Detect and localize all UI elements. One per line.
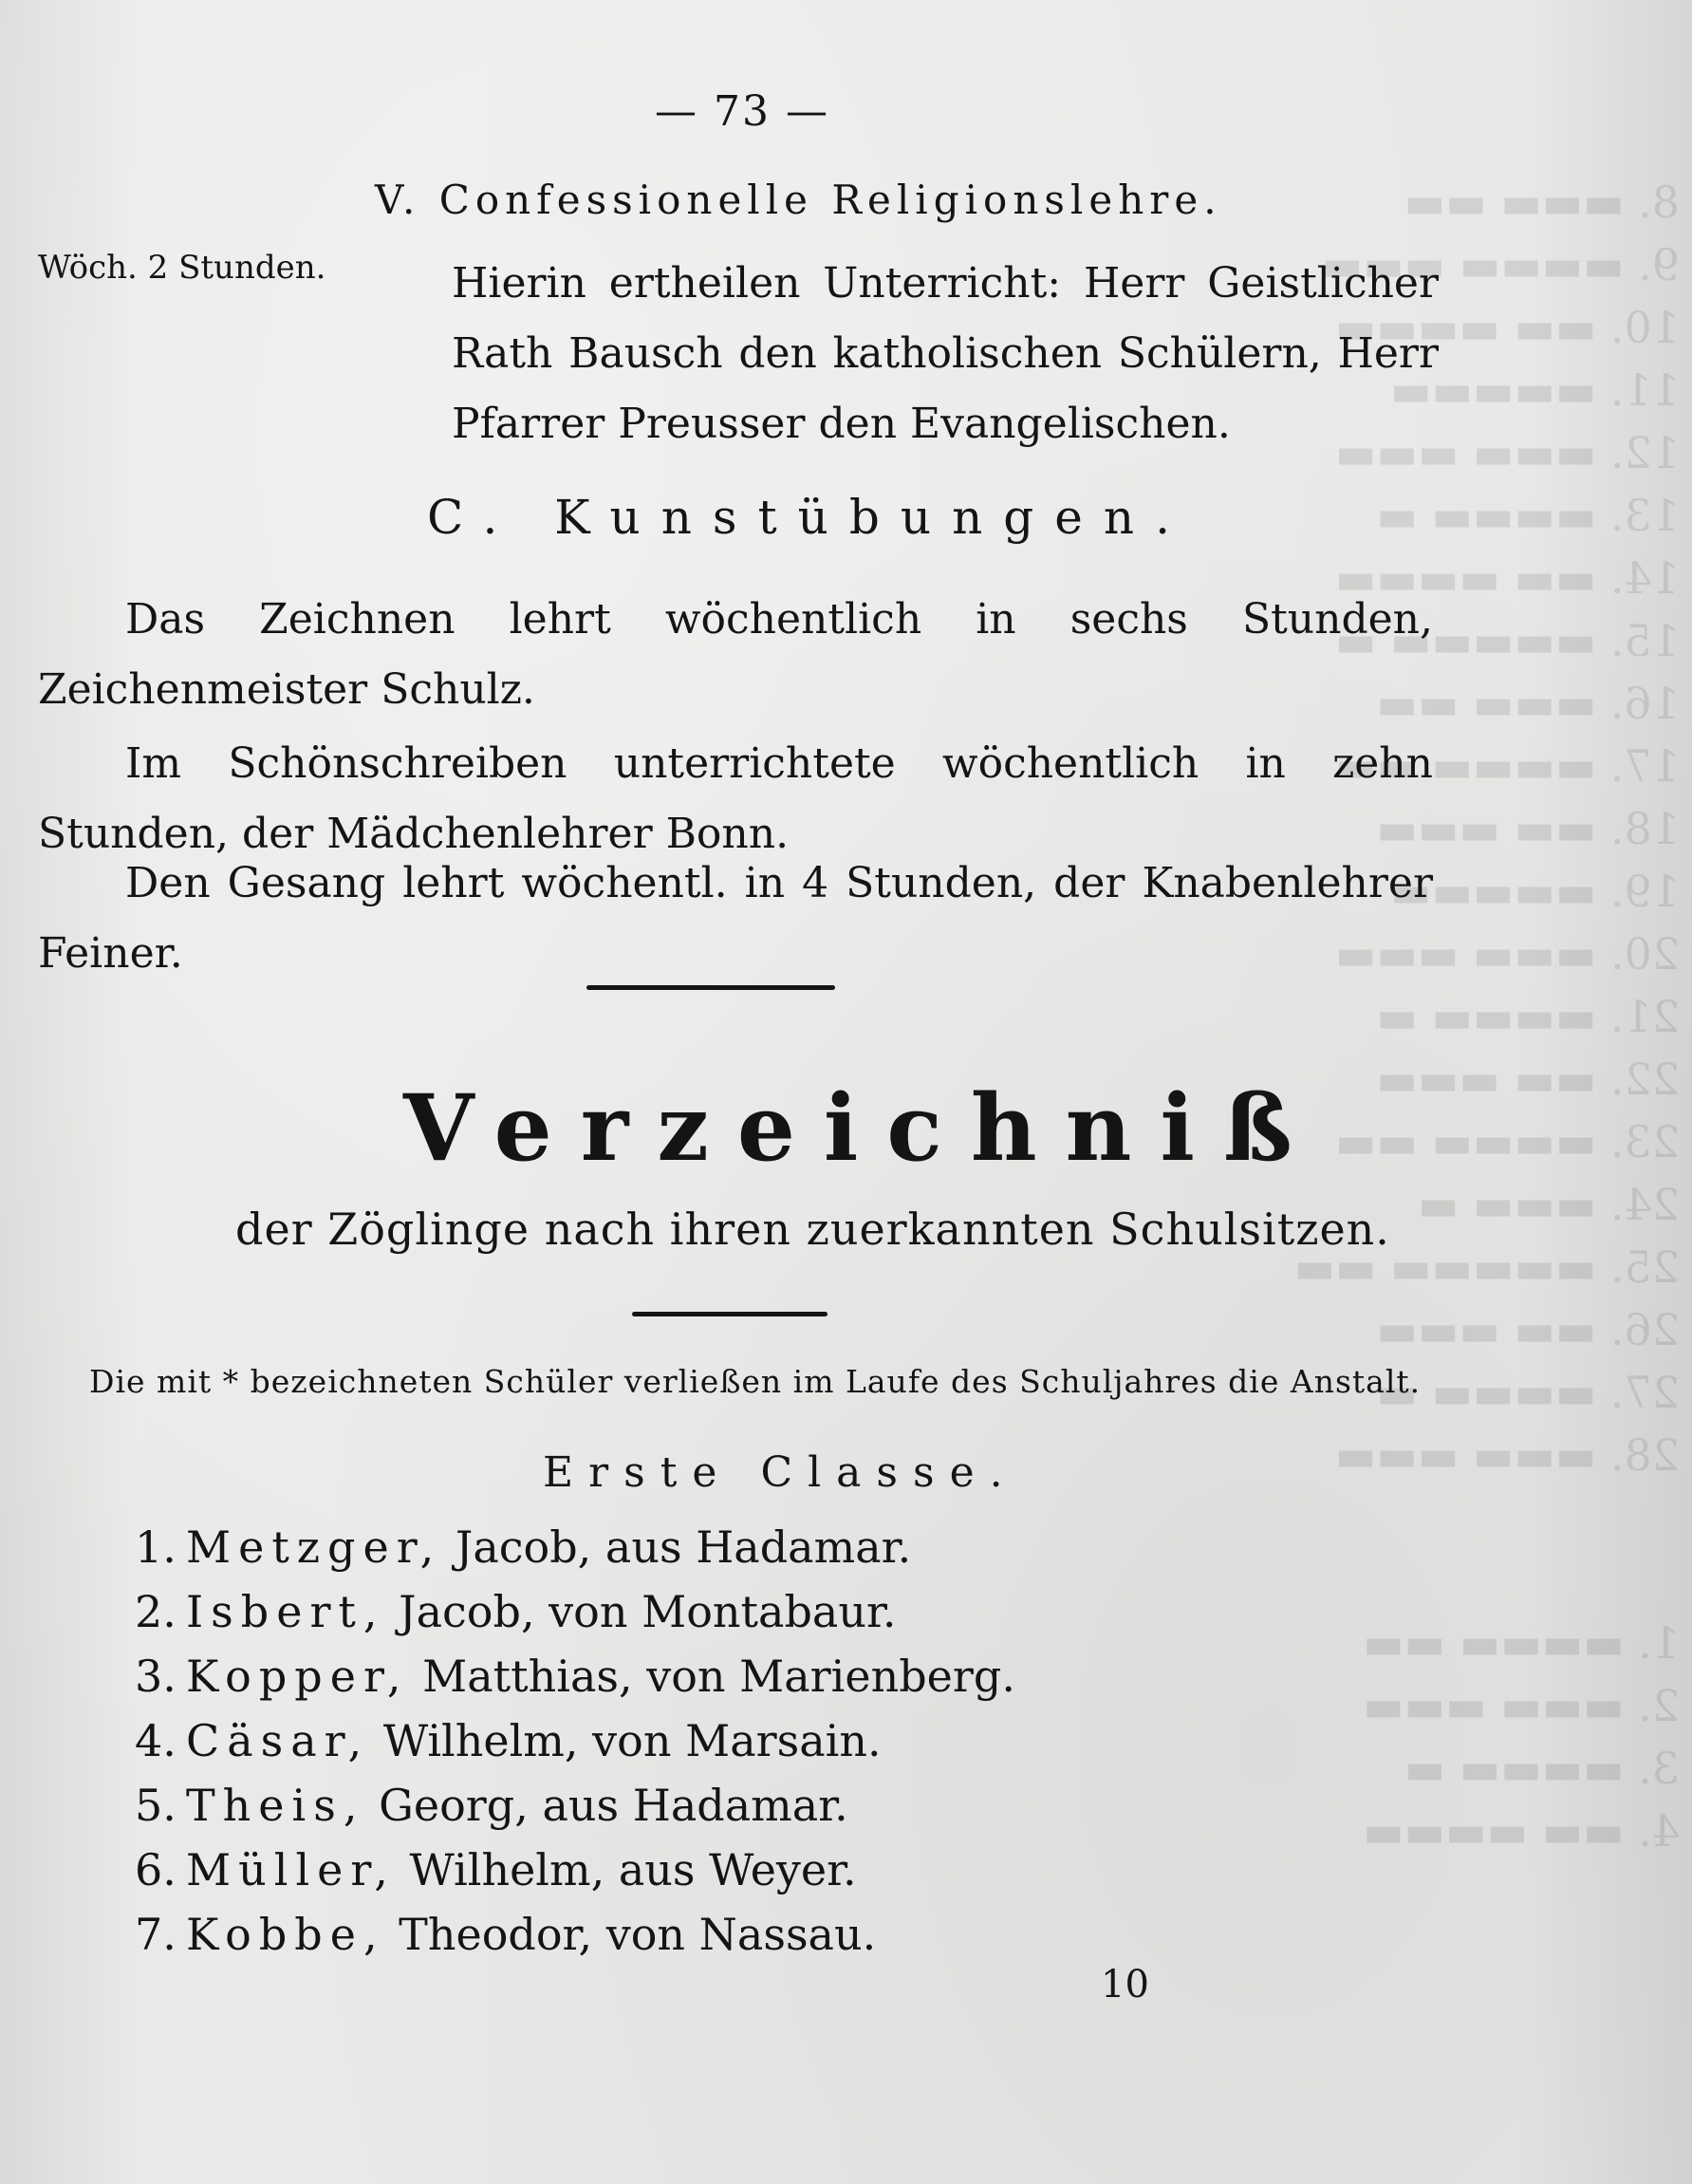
section-heading: V. Confessionelle Religionslehre.: [375, 177, 1222, 223]
departure-note: Die mit * bezeichneten Schüler verließen im Laufe des Schuljahres die Anstalt.: [89, 1363, 1422, 1400]
divider-rule-short: [632, 1312, 827, 1316]
arts-heading: C. Kunstübungen.: [427, 490, 1191, 545]
show-through-texture: 8. ▬▬▬ ▬▬ 9. ▬▬▬▬ ▬▬▬ 10. ▬▬ ▬▬▬▬ 11. ▬▬▬▬▬ 12. ▬▬▬ ▬▬▬ 13. ▬▬▬▬ ▬ 14. ▬▬ ▬▬▬▬ 15. ▬▬▬▬▬ ▬ 16. ▬▬▬ ▬▬ 17. ▬▬▬▬ ▬▬ 18. ▬▬ ▬▬▬ 19. ▬▬▬▬▬ 20. ▬▬▬ ▬▬▬ 21. ▬▬▬▬ ▬ 22. ▬▬ ▬▬▬ 23. ▬▬▬▬ ▬▬ 24. ▬▬▬ ▬ 25. ▬▬▬▬▬ ▬▬ 26. ▬▬ ▬▬▬ 27. ▬▬▬▬ ▬ 28. ▬▬▬ ▬▬▬ 1. ▬▬▬▬ ▬▬ 2. ▬▬▬ ▬▬▬ 3. ▬▬▬▬ ▬ 4. ▬▬ ▬▬▬▬: [1293, 177, 1680, 1857]
page-number: — 73 —: [655, 87, 829, 136]
student-details: Theodor, von Nassau.: [384, 1909, 877, 1960]
student-number: 6.: [135, 1844, 177, 1895]
drawing-paragraph: Das Zeichnen lehrt wöchentlich in sechs Stunden, Zeichenmeister Schulz.: [38, 595, 1433, 714]
register-subtitle: der Zöglinge nach ihren zuerkannten Schulsitzen.: [235, 1204, 1390, 1255]
list-item: [135, 1773, 1015, 1838]
student-details: Matthias, von Marienberg.: [408, 1651, 1015, 1702]
student-surname: Theis,: [186, 1780, 365, 1831]
list-item: [135, 1515, 1015, 1579]
list-item: [135, 1579, 1015, 1644]
margin-note: Wöch. 2 Stunden.: [38, 249, 326, 287]
list-item: [135, 1838, 1015, 1902]
list-item: [135, 1902, 1015, 1967]
student-list: [135, 1515, 1015, 1967]
list-item: [135, 1708, 1015, 1773]
divider-rule: [586, 985, 835, 990]
student-surname: Kobbe,: [186, 1909, 385, 1960]
signature-mark: 10: [1101, 1963, 1149, 2007]
student-number: 3.: [135, 1651, 177, 1702]
student-details: Jacob, aus Hadamar.: [441, 1521, 912, 1573]
student-details: Georg, aus Hadamar.: [364, 1780, 848, 1831]
register-title: Verzeichniß: [403, 1074, 1321, 1182]
student-surname: Cäsar,: [186, 1715, 370, 1766]
student-number: 1.: [135, 1521, 177, 1573]
class-heading: Erste Classe.: [543, 1448, 1018, 1497]
student-number: 4.: [135, 1715, 177, 1766]
student-surname: Metzger,: [186, 1521, 442, 1573]
student-details: Wilhelm, aus Weyer.: [395, 1844, 857, 1895]
calligraphy-paragraph: Im Schönschreiben unterrichtete wöchentlich in zehn Stunden, der Mädchenlehrer Bonn.: [38, 739, 1433, 858]
student-number: 7.: [135, 1909, 177, 1960]
student-surname: Müller,: [186, 1844, 396, 1895]
list-item: [135, 1644, 1015, 1708]
student-details: Jacob, von Montabaur.: [384, 1586, 897, 1637]
student-details: Wilhelm, von Marsain.: [369, 1715, 882, 1766]
student-surname: Kopper,: [186, 1651, 409, 1702]
singing-paragraph: Den Gesang lehrt wöchentl. in 4 Stunden, der Knabenlehrer Feiner.: [38, 859, 1433, 978]
student-number: 2.: [135, 1586, 177, 1637]
religion-teachers-paragraph: Hierin ertheilen Unterricht: Herr Geistlicher Rath Bausch den katholischen Schülern, Herr Pfarrer Preusser den Evangelischen.: [452, 259, 1439, 448]
student-surname: Isbert,: [186, 1586, 385, 1637]
student-number: 5.: [135, 1780, 177, 1831]
